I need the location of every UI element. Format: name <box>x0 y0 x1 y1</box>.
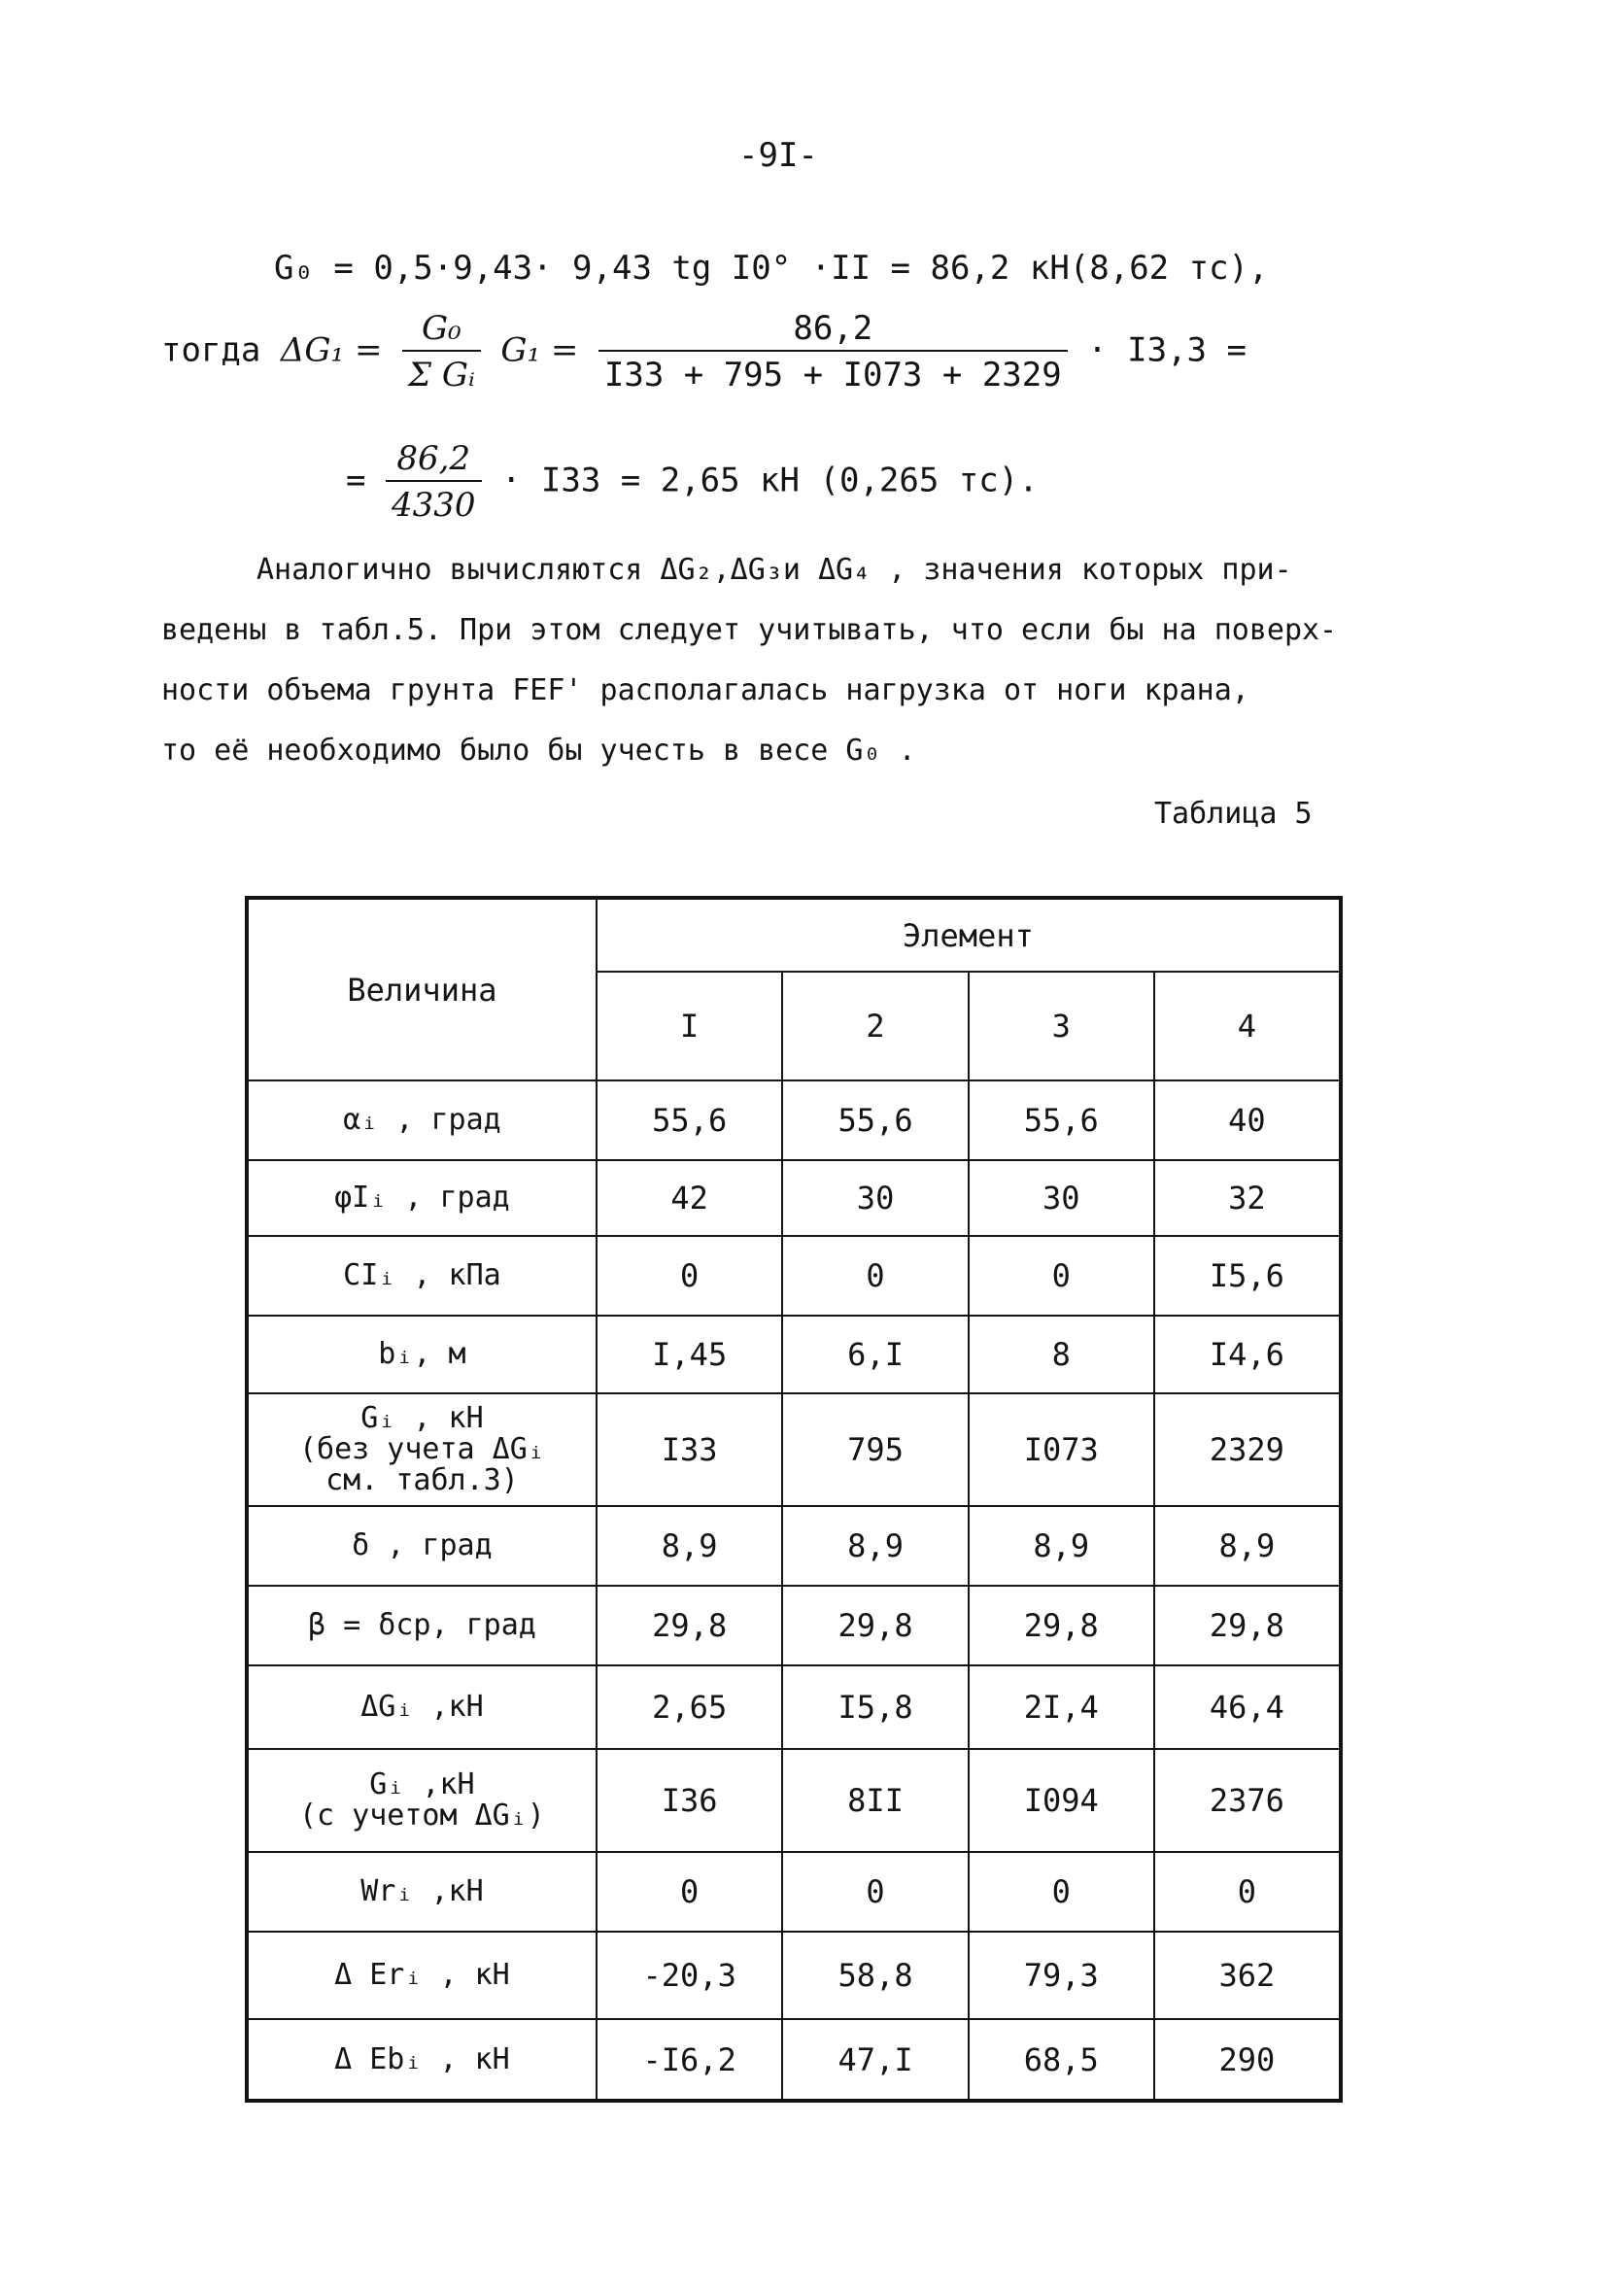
table-row <box>247 1852 1341 1932</box>
fraction-numerator: G₀ <box>402 309 481 352</box>
table-cell: 29,8 <box>782 1586 968 1665</box>
table-cell: 8,9 <box>1154 1506 1341 1586</box>
table-row <box>247 1586 1341 1665</box>
table-cell: 8,9 <box>597 1506 783 1586</box>
table-cell: 29,8 <box>597 1586 783 1665</box>
table-cell: I073 <box>969 1393 1154 1506</box>
fraction-denominator: Σ Gᵢ <box>407 356 475 394</box>
column-header: 3 <box>969 972 1154 1080</box>
table-row <box>247 1506 1341 1586</box>
table-row <box>247 1393 1341 1506</box>
table-cell: 362 <box>1154 1932 1341 2019</box>
table-cell: 795 <box>782 1393 968 1506</box>
table-cell: 55,6 <box>969 1080 1154 1160</box>
table-cell: 32 <box>1154 1160 1341 1236</box>
table-cell: 68,5 <box>969 2019 1154 2101</box>
table-cell: 2I,4 <box>969 1665 1154 1749</box>
row-label: δ , град <box>247 1506 597 1586</box>
table-row <box>247 1236 1341 1316</box>
header-element: Элемент <box>597 898 1341 972</box>
row-label: Gᵢ ,кН (с учетом ΔGᵢ) <box>247 1749 597 1852</box>
fraction-numerator: 86,2 <box>386 439 482 482</box>
table-cell: 290 <box>1154 2019 1341 2101</box>
table-cell: 30 <box>969 1160 1154 1236</box>
fraction-denominator: 4330 <box>391 486 476 525</box>
table-cell: 0 <box>782 1236 968 1316</box>
table-cell: 29,8 <box>969 1586 1154 1665</box>
formula-fraction-2 <box>598 309 1068 394</box>
formula-lhs: ΔG₁ = <box>280 330 383 370</box>
table-cell: I4,6 <box>1154 1316 1341 1393</box>
paragraph-line-3: ности объема грунта FEF' располагалась нагрузка от ноги крана, <box>161 673 1249 707</box>
column-header: I <box>597 972 783 1080</box>
paragraph-line-4: то её необходимо было бы учесть в весе G₀ . <box>161 734 916 768</box>
row-label: Δ Ebᵢ , кН <box>247 2019 597 2101</box>
table-cell: 0 <box>597 1236 783 1316</box>
table-cell: 0 <box>597 1852 783 1932</box>
table-cell: 30 <box>782 1160 968 1236</box>
table-cell: 6,I <box>782 1316 968 1393</box>
row-label: αᵢ , град <box>247 1080 597 1160</box>
row-label: ΔGᵢ ,кН <box>247 1665 597 1749</box>
header-quantity: Величина <box>247 898 597 1080</box>
table-cell: 46,4 <box>1154 1665 1341 1749</box>
page-number: -9I- <box>738 136 818 175</box>
table-cell: 8 <box>969 1316 1154 1393</box>
row-label: CIᵢ , кПа <box>247 1236 597 1316</box>
table-cell: 8II <box>782 1749 968 1852</box>
row-label: β = δср, град <box>247 1586 597 1665</box>
table-cell: 42 <box>597 1160 783 1236</box>
column-header: 2 <box>782 972 968 1080</box>
table-row <box>247 1160 1341 1236</box>
table-row <box>247 1749 1341 1852</box>
table-cell: 2376 <box>1154 1749 1341 1852</box>
table-cell: 0 <box>969 1236 1154 1316</box>
table-cell: 2,65 <box>597 1665 783 1749</box>
data-table <box>245 896 1343 2103</box>
row-label: φIᵢ , град <box>247 1160 597 1236</box>
fraction-denominator: I33 + 795 + I073 + 2329 <box>603 356 1062 394</box>
row-label: Wrᵢ ,кН <box>247 1852 597 1932</box>
table-cell: -I6,2 <box>597 2019 783 2101</box>
table-cell: 47,I <box>782 2019 968 2101</box>
table-cell: 8,9 <box>969 1506 1154 1586</box>
row-label: bᵢ, м <box>247 1316 597 1393</box>
table-cell: 29,8 <box>1154 1586 1341 1665</box>
table-header-row <box>247 898 1341 972</box>
formula-line-3 <box>346 439 1039 525</box>
table-row <box>247 1080 1341 1160</box>
paragraph-line-1: Аналогично вычисляются ΔG₂,ΔG₃и ΔG₄ , значения которых при- <box>256 553 1292 587</box>
formula-line-2 <box>161 309 1247 394</box>
fraction-numerator: 86,2 <box>598 309 1068 352</box>
formula-fraction-1 <box>402 309 481 394</box>
table-cell: I094 <box>969 1749 1154 1852</box>
table-cell: 8,9 <box>782 1506 968 1586</box>
table-cell: 58,8 <box>782 1932 968 2019</box>
table-cell: I36 <box>597 1749 783 1852</box>
table-cell: 55,6 <box>782 1080 968 1160</box>
table-cell: 0 <box>969 1852 1154 1932</box>
formula-prefix: тогда <box>161 330 261 370</box>
formula-multiplier: G₁ = <box>500 330 579 370</box>
table-cell: 79,3 <box>969 1932 1154 2019</box>
formula-fraction-3 <box>386 439 482 525</box>
table-row <box>247 1665 1341 1749</box>
formula-tail: · I3,3 = <box>1087 330 1247 370</box>
table-row <box>247 1932 1341 2019</box>
table-caption: Таблица 5 <box>1154 797 1313 831</box>
table-row <box>247 1316 1341 1393</box>
formula-line-1: G₀ = 0,5·9,43· 9,43 tg I0° ·II = 86,2 кН(8,62 тс), <box>274 249 1269 288</box>
paragraph-line-2: ведены в табл.5. При этом следует учитывать, что если бы на поверх- <box>161 613 1338 647</box>
column-header: 4 <box>1154 972 1341 1080</box>
table-cell: I5,8 <box>782 1665 968 1749</box>
table-cell: I,45 <box>597 1316 783 1393</box>
table-cell: I33 <box>597 1393 783 1506</box>
table-cell: 0 <box>1154 1852 1341 1932</box>
row-label: Gᵢ , кН (без учета ΔGᵢ см. табл.3) <box>247 1393 597 1506</box>
table-cell: 0 <box>782 1852 968 1932</box>
formula-tail: · I33 = 2,65 кН (0,265 тс). <box>500 461 1039 500</box>
table-cell: I5,6 <box>1154 1236 1341 1316</box>
table-cell: -20,3 <box>597 1932 783 2019</box>
table-cell: 55,6 <box>597 1080 783 1160</box>
row-label: Δ Erᵢ , кН <box>247 1932 597 2019</box>
table-cell: 2329 <box>1154 1393 1341 1506</box>
table-row <box>247 2019 1341 2101</box>
table-cell: 40 <box>1154 1080 1341 1160</box>
formula-equals: = <box>346 461 366 500</box>
